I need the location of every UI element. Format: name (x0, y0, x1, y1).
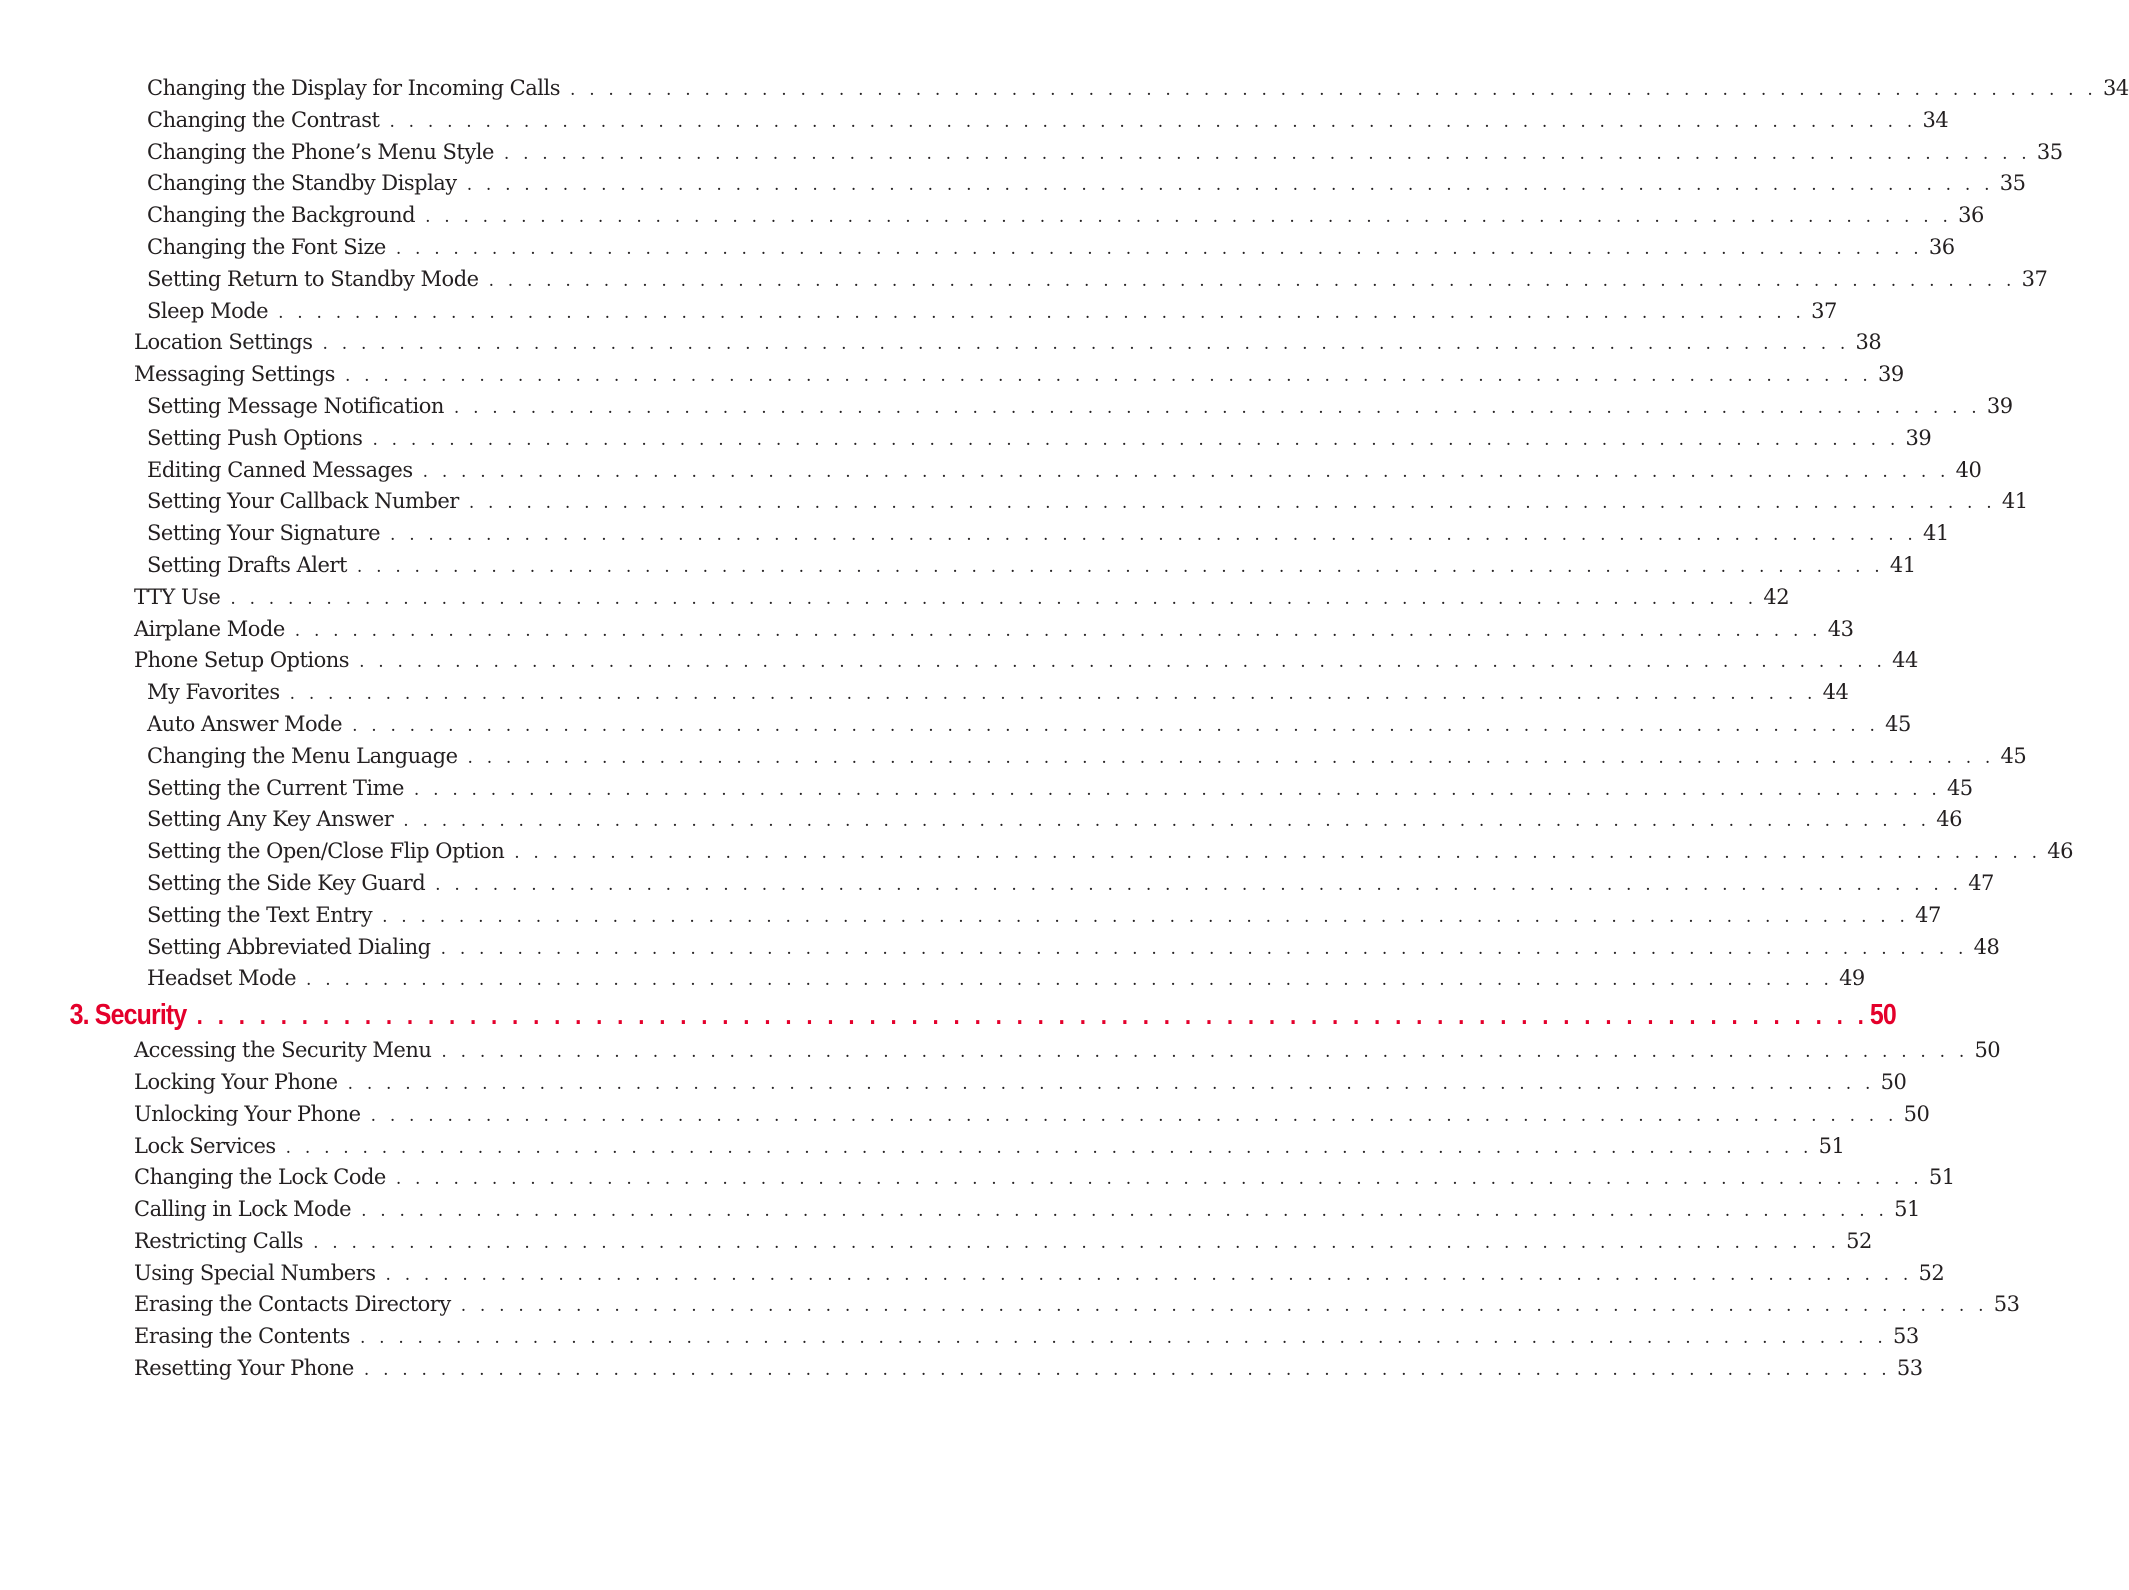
dot-leader: . . . . . . . . . . . . . . . . . . . . . . . . . . . . . . . . . . . . . . . . . . . . . . . . . . . . . . . . . . . . . . . . . . . . . . . . . . . . . . . . (441, 1042, 1969, 1063)
toc-page-number: 51 (1818, 1133, 1845, 1158)
toc-page-number: 35 (1999, 171, 2026, 196)
toc-page-number: 52 (1918, 1260, 1945, 1285)
toc-entry-title: Airplane Mode (134, 616, 285, 641)
toc-page-number: 45 (1946, 775, 1973, 800)
toc-entry[interactable] (0, 1162, 1955, 1194)
toc-entry-title: Restricting Calls (134, 1228, 304, 1253)
dot-leader: . . . . . . . . . . . . . . . . . . . . . . . . . . . . . . . . . . . . . . . . . . . . . . . . . . . . . . . . . . . . . . . . . . . . . . . . . . . . . . . . (488, 270, 2016, 291)
toc-entry[interactable] (0, 423, 1932, 455)
toc-entry[interactable] (0, 963, 1865, 995)
toc-entry-title: Setting the Current Time (147, 775, 404, 800)
toc-entry-title: 3. Security (69, 999, 187, 1032)
toc-entry[interactable] (0, 1194, 1920, 1226)
toc-page-number: 38 (1855, 330, 1882, 355)
toc-entry[interactable] (0, 773, 1973, 805)
toc-entry-title: Setting Your Callback Number (147, 489, 459, 514)
toc-entry[interactable] (0, 741, 2027, 773)
toc-page-number: 47 (1915, 902, 1941, 927)
toc-entry[interactable] (0, 645, 1918, 677)
toc-entry-title: Lock Services (134, 1133, 276, 1158)
toc-entry-title: Setting Push Options (147, 425, 363, 450)
dot-leader: . . . . . . . . . . . . . . . . . . . . . . . . . . . . . . . . . . . . . . . . . . . . . . . . . . . . . . . . . . . . . . . . . . . . . . . . . . . . . . . . (467, 747, 1995, 768)
dot-leader: . . . . . . . . . . . . . . . . . . . . . . . . . . . . . . . . . . . . . . . . . . . . . . . . . . . . . . . . . . . . . . . . . . . . . . . . . . . . . . . . (370, 1105, 1898, 1126)
toc-entry[interactable] (0, 168, 2026, 200)
toc-page-number: 51 (1928, 1165, 1955, 1190)
toc-entry-title: Unlocking Your Phone (134, 1101, 361, 1126)
toc-entry-title: Changing the Background (147, 203, 416, 228)
toc-entry[interactable] (0, 868, 1994, 900)
toc-entry-title: Changing the Contrast (147, 107, 380, 132)
dot-leader: . . . . . . . . . . . . . . . . . . . . . . . . . . . . . . . . . . . . . . . . . . . . . . . . . . . . . . . . . . . . . . . . . . . . . . . . . . . . . . . . (453, 397, 1981, 418)
toc-entry[interactable] (0, 582, 1790, 614)
dot-leader: . . . . . . . . . . . . . . . . . . . . . . . . . . . . . . . . . . . . . . . . . . . . . . . . . . . . . . . . . . . . . . . . . . . . . . . . . . . . . . . . (413, 779, 1941, 800)
toc-page-number: 36 (1958, 203, 1984, 228)
toc-entry-title: Setting Your Signature (147, 521, 380, 546)
dot-leader: . . . . . . . . . . . . . . . . . . . . . . . . . . . . . . . . . . . . . . . . . . . . . . . . . . . . . . . . . . . . . . . . . . . . . . . . . . . . . . . . (385, 1264, 1913, 1285)
toc-entry[interactable] (0, 900, 1941, 932)
toc-entry-title: Using Special Numbers (134, 1260, 376, 1285)
toc-entry[interactable] (0, 200, 1984, 232)
toc-entry[interactable] (0, 264, 2048, 296)
toc-entry-title: Setting Message Notification (147, 393, 444, 418)
dot-leader: . . . . . . . . . . . . . . . . . . . . . . . . . . . . . . . . . . . . . . . . . . . . . . . . . . . . . . . . . . . . . . . . . . . . . . . . . . . . . . . . (278, 302, 1806, 323)
toc-page-number: 52 (1846, 1228, 1872, 1253)
toc-entry[interactable] (0, 518, 1949, 550)
toc-entry[interactable] (0, 486, 2028, 518)
toc-entry-title: Headset Mode (147, 966, 297, 991)
toc-entry[interactable] (0, 391, 2013, 423)
toc-page-number: 46 (2047, 839, 2073, 864)
toc-page-number: 43 (1827, 616, 1854, 641)
dot-leader: . . . . . . . . . . . . . . . . . . . . . . . . . . . . . . . . . . . . . . . . . . . . . . . . . . . . . . . . . . . . . . . . . . . . . . . . . . . . . . . . (356, 556, 1884, 577)
toc-entry[interactable] (0, 105, 1949, 137)
dot-leader: . . . . . . . . . . . . . . . . . . . . . . . . . . . . . . . . . . . . . . . . . . . . . . . . . . . . . . . . . . . . . . . . . . . . . . . . . . . . . . . . (460, 1296, 1988, 1317)
toc-entry-title: Setting Return to Standby Mode (147, 266, 479, 291)
toc-entry-title: TTY Use (134, 584, 221, 609)
dot-leader: . . . . . . . . . . . . . . . . . . . . . . . . . . . . . . . . . . . . . . . . . . . . . . . . . . . . . . . . . . . . . . . . . . . . . . . . . . . . . . . . (344, 366, 1872, 387)
toc-entry-title: Changing the Font Size (147, 234, 386, 259)
dot-leader: . . . . . . . . . . . . . . . . . . . . . . . . . . . . . . . . . . . . . . . . . . . . . . . . . . . . . . . . . . . . . . . . . . . . . . . . . . . . . . . . (395, 1169, 1923, 1190)
dot-leader: . . . . . . . . . . . . . . . . . . . . . . . . . . . . . . . . . . . . . . . . . . . . . . . . . . . . . . . . . . . . . . . . . . . . . . . . . . . . . . . . (422, 461, 1950, 482)
toc-entry[interactable] (0, 137, 2063, 169)
dot-leader: . . . . . . . . . . . . . . . . . . . . . . . . . . . . . . . . . . . . . . . . . . . . . . . . . . . . . . . . . . . . . . . . . . . . . . . . . . . . . . . . (425, 207, 1953, 228)
toc-entry[interactable] (0, 1035, 2001, 1067)
toc-entry-title: Location Settings (134, 330, 313, 355)
dot-leader: . . . . . . . . . . . . . . . . . . . . . . . . . . . . . . . . . . . . . . . . . . . . . . . . . . . . . . . . . . . . . . . . . . . . . . . . . . . . . . . . (390, 525, 1918, 546)
dot-leader: . . . . . . . . . . . . . . . . . . . . . . . . . . . . . . . . . . . . . . . . . . . . . . . . . . . . . . . . . . . . . . . . . . . . . . . . . . . . . . . . (352, 715, 1880, 736)
toc-page-number: 40 (1955, 457, 1982, 482)
dot-leader: . . . . . . . . . . . . . . . . . . . . . . . . . . . . . . . . . . . . . . . . . . . . . . . . . . . . . . . . . . . . . . . . . . . . . . . . . . . . . . . . (361, 1201, 1889, 1222)
toc-entry-title: My Favorites (147, 680, 280, 705)
toc-page-number: 45 (1885, 711, 1911, 736)
dot-leader: . . . . . . . . . . . . . . . . . . . . . . . . . . . . . . . . . . . . . . . . . . . . . . . . . . . . . . . . . . . . . . . . . . . . . . . . . . . . . . . . (359, 1328, 1887, 1349)
toc-entry-title: Resetting Your Phone (134, 1356, 354, 1381)
toc-entry[interactable] (0, 455, 1982, 487)
toc-entry[interactable] (0, 327, 1882, 359)
dot-leader: . . . . . . . . . . . . . . . . . . . . . . . . . . . . . . . . . . . . . . . . . . . . . . . . . . . . . . . . . . . . . . . . . . . . . . . . . . . . . . . . (322, 334, 1850, 355)
toc-entry-title: Sleep Mode (147, 298, 269, 323)
dot-leader: . . . . . . . . . . . . . . . . . . . . . . . . . . . . . . . . . . . . . . . . . . . . . . . . . . . . . . . . . . . . . . . . . . . . . . . . . . . . . . . . (395, 238, 1923, 259)
toc-entry-title: Accessing the Security Menu (134, 1038, 432, 1063)
toc-page-number: 37 (2021, 266, 2048, 291)
dot-leader: . . . . . . . . . . . . . . . . . . . . . . . . . . . . . . . . . . . . . . . . . . . . . . . . . . . . . . . . . . . . . . . . . . . . . . . . . . . . . . . . (569, 80, 2097, 100)
toc-page-number: 49 (1839, 966, 1865, 991)
dot-leader: . . . . . . . . . . . . . . . . . . . . . . . . . . . . . . . . . . . . . . . . . . . . . . . . . . . . . . . . . . . . . . . . . . . . . . . . . . . . . . . . (359, 652, 1887, 673)
toc-entry[interactable] (0, 1258, 1945, 1290)
toc-page-number: 53 (1993, 1292, 2020, 1317)
toc-entry[interactable] (0, 1321, 1919, 1353)
toc-entry-title: Messaging Settings (134, 362, 335, 387)
toc-entry-title: Changing the Lock Code (134, 1165, 386, 1190)
toc-entry-title: Changing the Menu Language (147, 743, 458, 768)
dot-leader: . . . . . . . . . . . . . . . . . . . . . . . . . . . . . . . . . . . . . . . . . . . . . . . . . . . . . . . . . . . . . . . . . . . . . . . . . . . . . . . . (313, 1232, 1841, 1253)
toc-entry[interactable] (0, 932, 2000, 964)
dot-leader: . . . . . . . . . . . . . . . . . . . . . . . . . . . . . . . . . . . . . . . . . . . . . . . . . . . . . . . . . . . . . . . . . . . . . . . . . . . . . . . . (440, 938, 1968, 959)
toc-entry-title: Auto Answer Mode (147, 711, 343, 736)
toc-page-number: 44 (1822, 680, 1849, 705)
toc-entry-title: Erasing the Contents (134, 1324, 350, 1349)
toc-entry[interactable] (0, 232, 1955, 264)
toc-entry-title: Setting Abbreviated Dialing (147, 934, 431, 959)
dot-leader: . . . . . . . . . . . . . . . . . . . . . . . . . . . . . . . . . . . . . . . . . . . . . . . . . . . . . . . . . . . . . . . . . . . . . . . . . . . . . . . . (196, 1000, 1869, 1031)
toc-page-number: 36 (1928, 234, 1955, 259)
toc-entry-title: Setting the Side Key Guard (147, 870, 426, 895)
toc-entry[interactable] (0, 73, 2129, 105)
toc-entry[interactable] (0, 359, 1904, 391)
toc-page-number: 39 (1877, 362, 1904, 387)
toc-entry-title: Calling in Lock Mode (134, 1197, 352, 1222)
dot-leader: . . . . . . . . . . . . . . . . . . . . . . . . . . . . . . . . . . . . . . . . . . . . . . . . . . . . . . . . . . . . . . . . . . . . . . . . . . . . . . . . (294, 620, 1822, 641)
toc-page-number: 34 (2103, 76, 2129, 100)
toc-entry[interactable] (0, 614, 1854, 646)
toc-entry-title: Setting Any Key Answer (147, 807, 394, 832)
dot-leader: . . . . . . . . . . . . . . . . . . . . . . . . . . . . . . . . . . . . . . . . . . . . . . . . . . . . . . . . . . . . . . . . . . . . . . . . . . . . . . . . (466, 175, 1994, 196)
toc-entry-title: Editing Canned Messages (147, 457, 413, 482)
toc-page-number: 48 (1973, 934, 2000, 959)
toc-entry[interactable] (0, 1131, 1845, 1163)
toc-entry-title: Locking Your Phone (134, 1069, 338, 1094)
toc-page-number: 50 (1903, 1101, 1930, 1126)
toc-entry-title: Setting Drafts Alert (147, 552, 347, 577)
toc-page-number: 45 (2000, 743, 2027, 768)
toc-page-number: 39 (1986, 393, 2013, 418)
toc-page-number: 51 (1894, 1197, 1920, 1222)
dot-leader: . . . . . . . . . . . . . . . . . . . . . . . . . . . . . . . . . . . . . . . . . . . . . . . . . . . . . . . . . . . . . . . . . . . . . . . . . . . . . . . . (289, 684, 1817, 705)
toc-section-heading[interactable] (0, 995, 1896, 1035)
toc-entry[interactable] (0, 709, 1911, 741)
toc-entry[interactable] (0, 1226, 1872, 1258)
dot-leader: . . . . . . . . . . . . . . . . . . . . . . . . . . . . . . . . . . . . . . . . . . . . . . . . . . . . . . . . . . . . . . . . . . . . . . . . . . . . . . . . (363, 1360, 1891, 1381)
toc-entry[interactable] (0, 1067, 1907, 1099)
toc-page-number: 35 (2036, 139, 2063, 164)
dot-leader: . . . . . . . . . . . . . . . . . . . . . . . . . . . . . . . . . . . . . . . . . . . . . . . . . . . . . . . . . . . . . . . . . . . . . . . . . . . . . . . . (389, 111, 1917, 132)
toc-entry-title: Phone Setup Options (134, 648, 350, 673)
dot-leader: . . . . . . . . . . . . . . . . . . . . . . . . . . . . . . . . . . . . . . . . . . . . . . . . . . . . . . . . . . . . . . . . . . . . . . . . . . . . . . . . (435, 874, 1963, 895)
toc-entry[interactable] (0, 1099, 1930, 1131)
toc-page-number: 44 (1892, 648, 1918, 673)
toc-entry[interactable] (0, 677, 1849, 709)
toc-entry[interactable] (0, 1289, 2020, 1321)
toc-page-number: 39 (1905, 425, 1932, 450)
toc-entry-title: Changing the Display for Incoming Calls (147, 76, 560, 100)
toc-entry[interactable] (0, 836, 2073, 868)
toc-page-number: 50 (1880, 1069, 1907, 1094)
toc-page-number: 34 (1922, 107, 1949, 132)
toc-entry-title: Changing the Phone’s Menu Style (147, 139, 494, 164)
dot-leader: . . . . . . . . . . . . . . . . . . . . . . . . . . . . . . . . . . . . . . . . . . . . . . . . . . . . . . . . . . . . . . . . . . . . . . . . . . . . . . . . (382, 906, 1910, 927)
toc-entry[interactable] (0, 550, 1916, 582)
dot-leader: . . . . . . . . . . . . . . . . . . . . . . . . . . . . . . . . . . . . . . . . . . . . . . . . . . . . . . . . . . . . . . . . . . . . . . . . . . . . . . . . (306, 970, 1834, 991)
dot-leader: . . . . . . . . . . . . . . . . . . . . . . . . . . . . . . . . . . . . . . . . . . . . . . . . . . . . . . . . . . . . . . . . . . . . . . . . . . . . . . . . (468, 493, 1996, 514)
table-of-contents (0, 73, 2129, 1385)
dot-leader: . . . . . . . . . . . . . . . . . . . . . . . . . . . . . . . . . . . . . . . . . . . . . . . . . . . . . . . . . . . . . . . . . . . . . . . . . . . . . . . . (514, 843, 2042, 864)
toc-page-number: 41 (1889, 552, 1916, 577)
toc-page-number: 41 (1923, 521, 1949, 546)
toc-entry[interactable] (0, 804, 1963, 836)
toc-page-number: 46 (1936, 807, 1963, 832)
toc-entry-title: Setting the Open/Close Flip Option (147, 839, 505, 864)
dot-leader: . . . . . . . . . . . . . . . . . . . . . . . . . . . . . . . . . . . . . . . . . . . . . . . . . . . . . . . . . . . . . . . . . . . . . . . . . . . . . . . . (230, 588, 1758, 609)
dot-leader: . . . . . . . . . . . . . . . . . . . . . . . . . . . . . . . . . . . . . . . . . . . . . . . . . . . . . . . . . . . . . . . . . . . . . . . . . . . . . . . . (372, 429, 1900, 450)
dot-leader: . . . . . . . . . . . . . . . . . . . . . . . . . . . . . . . . . . . . . . . . . . . . . . . . . . . . . . . . . . . . . . . . . . . . . . . . . . . . . . . . (285, 1137, 1813, 1158)
toc-page-number: 47 (1968, 870, 1994, 895)
toc-entry-title: Setting the Text Entry (147, 902, 373, 927)
toc-entry-title: Erasing the Contacts Directory (134, 1292, 451, 1317)
dot-leader: . . . . . . . . . . . . . . . . . . . . . . . . . . . . . . . . . . . . . . . . . . . . . . . . . . . . . . . . . . . . . . . . . . . . . . . . . . . . . . . . (347, 1073, 1875, 1094)
toc-page-number: 37 (1811, 298, 1837, 323)
toc-page-number: 53 (1896, 1356, 1923, 1381)
toc-page-number: 42 (1763, 584, 1790, 609)
toc-page-number: 50 (1869, 999, 1896, 1032)
toc-entry-title: Changing the Standby Display (147, 171, 457, 196)
toc-page-number: 41 (2001, 489, 2028, 514)
toc-entry[interactable] (0, 1353, 1923, 1385)
toc-entry[interactable] (0, 296, 1837, 328)
toc-page-number: 53 (1892, 1324, 1919, 1349)
toc-page-number: 50 (1974, 1038, 2001, 1063)
dot-leader: . . . . . . . . . . . . . . . . . . . . . . . . . . . . . . . . . . . . . . . . . . . . . . . . . . . . . . . . . . . . . . . . . . . . . . . . . . . . . . . . (403, 811, 1931, 832)
dot-leader: . . . . . . . . . . . . . . . . . . . . . . . . . . . . . . . . . . . . . . . . . . . . . . . . . . . . . . . . . . . . . . . . . . . . . . . . . . . . . . . . (503, 143, 2031, 164)
